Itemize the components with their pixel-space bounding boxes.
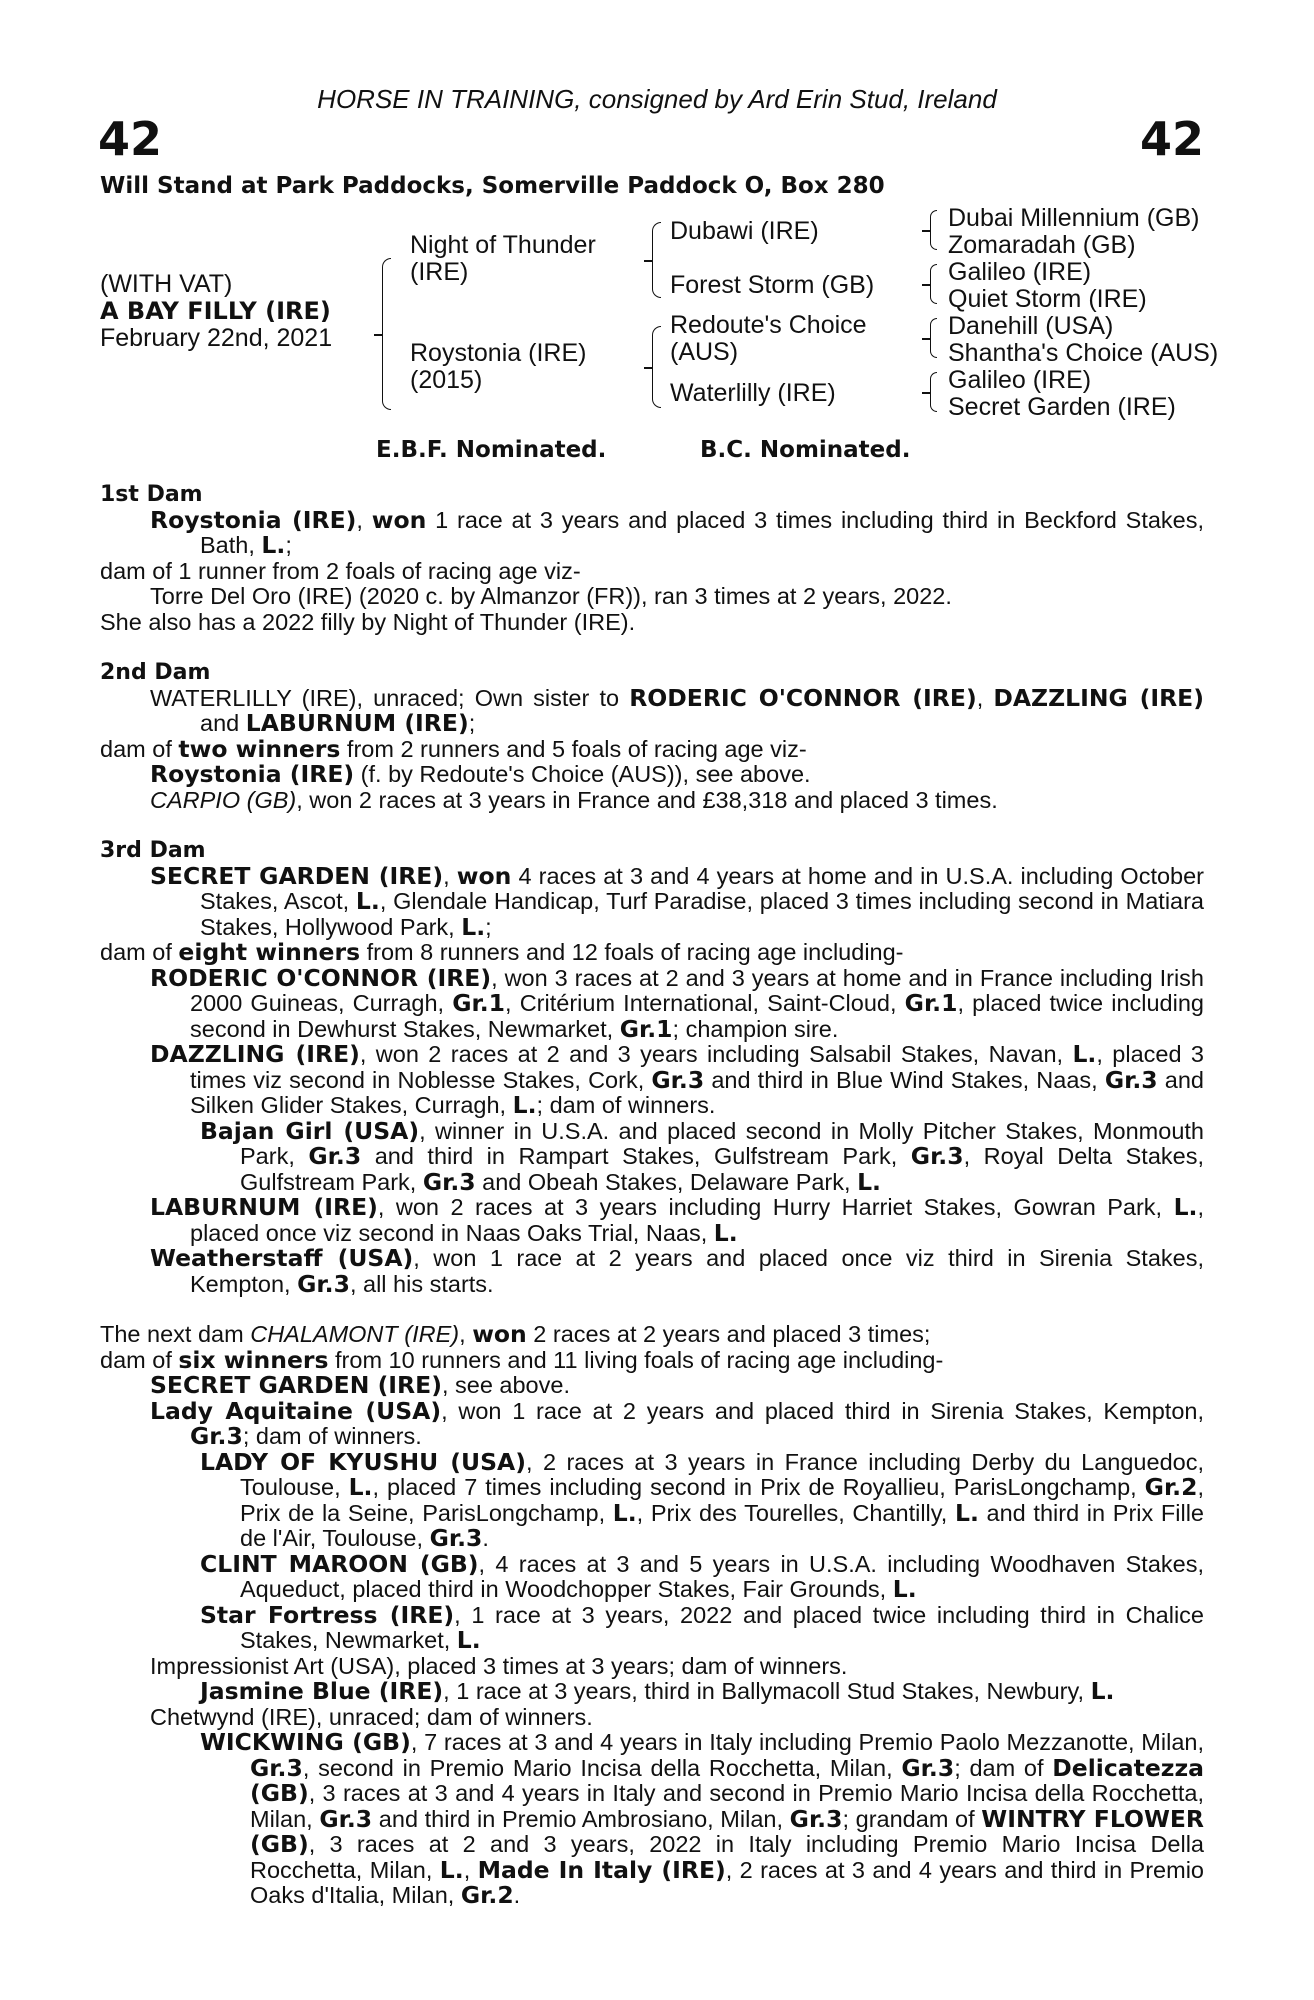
first-dam-heading: 1st Dam (100, 482, 203, 507)
sire-line2: (IRE) (410, 258, 469, 286)
dam-sire-line1: Redoute's Choice (670, 311, 867, 339)
g3-3: Galileo (IRE) (948, 258, 1092, 286)
next-dam-runner-jasmine: Jasmine Blue (IRE), 1 race at 3 years, third in Ballymacoll Stud Stakes, Newbury, L. (200, 1677, 1115, 1705)
vat-note: (WITH VAT) (100, 270, 233, 298)
brace-g3-2 (930, 264, 937, 304)
first-dam-produce: dam of 1 runner from 2 foals of racing age viz- (100, 557, 581, 584)
next-dam-runner-sg: SECRET GARDEN (IRE), see above. (150, 1371, 570, 1399)
third-dam-record: SECRET GARDEN (IRE), won 4 races at 3 and 4 years at home and in U.S.A. including October Stakes, Ascot, L., Glendale Handicap, Turf Paradise, placed 3 times including second in Matiara Stakes, Hollywood Park, L.; (150, 861, 1205, 941)
third-dam-produce: dam of eight winners from 8 runners and 12 foals of racing age including- (100, 938, 904, 966)
next-dam-runner-clint: CLINT MAROON (GB), 4 races at 3 and 5 years in U.S.A. including Woodhaven Stakes, Aqueduct, placed third in Woodchopper Stakes, Fair Grounds, L. (200, 1549, 1204, 1603)
dam-sire-line2: (AUS) (670, 338, 739, 366)
first-dam-note: She also has a 2022 filly by Night of Thunder (IRE). (100, 608, 636, 635)
dam-line1: Roystonia (IRE) (410, 339, 587, 367)
bc-nomination: B.C. Nominated. (700, 437, 911, 463)
third-dam-runner-bajan: Bajan Girl (USA), winner in U.S.A. and placed second in Molly Pitcher Stakes, Monmouth Park, Gr.3 and third in Rampart Stakes, Gulfstream Park, Gr.3, Royal Delta Stakes, Gulfstream Park, Gr.3 and Obeah Stakes, Delaware Park, L. (200, 1116, 1204, 1196)
second-dam-runner-2: CARPIO (GB), won 2 races at 3 years in France and £38,318 and placed 3 times. (150, 786, 998, 813)
third-dam-heading: 3rd Dam (100, 838, 206, 863)
g3-1: Dubai Millennium (GB) (948, 204, 1200, 232)
next-dam-runner-lady: Lady Aquitaine (USA), won 1 race at 2 years and placed third in Sirenia Stakes, Kempton, Gr.3; dam of winners. (150, 1396, 1204, 1450)
next-dam-runner-wickwing: WICKWING (GB), 7 races at 3 and 4 years in Italy including Premio Paolo Mezzanotte, Milan, Gr.3, second in Premio Mario Incisa della Rocchetta, Milan, Gr.3; dam of Delicatezza (GB), 3 races at 3 and 4 years in Italy and second in Premio Mario Incisa della Rocchetta, Milan, Gr.3 and third in Premio Ambrosiano, Milan, Gr.3; grandam of WINTRY FLOWER (GB), 3 races at 2 and 3 years, 2022 in Italy including Premio Mario Incisa Della Rocchetta, Milan, L., Made In Italy (IRE), 2 races at 3 and 4 years and third in Premio Oaks d'Italia, Milan, Gr.2. (200, 1728, 1205, 1909)
lot-number-right: 42 (1139, 112, 1204, 166)
catalogue-body (100, 482, 1204, 1909)
brace-dam-parents (652, 326, 661, 408)
brace-sire-dam (382, 258, 391, 410)
second-dam-heading: 2nd Dam (100, 660, 211, 685)
horse-dob: February 22nd, 2021 (100, 324, 333, 352)
sire-line1: Night of Thunder (410, 231, 596, 259)
horse-name: A BAY FILLY (IRE) (100, 297, 331, 325)
second-dam-record: WATERLILLY (IRE), unraced; Own sister to RODERIC O'CONNOR (IRE), DAZZLING (IRE) and LABURNUM (IRE); (150, 683, 1204, 737)
sire-dam: Forest Storm (GB) (670, 271, 875, 299)
next-dam-runner-impressionist: Impressionist Art (USA), placed 3 times at 3 years; dam of winners. (150, 1652, 848, 1679)
next-dam-runner-chetwynd: Chetwynd (IRE), unraced; dam of winners. (150, 1703, 593, 1730)
g3-5: Danehill (USA) (948, 312, 1114, 340)
stand-location: Will Stand at Park Paddocks, Somerville Paddock O, Box 280 (100, 173, 885, 199)
third-dam-runner-dazzling: DAZZLING (IRE), won 2 races at 2 and 3 years including Salsabil Stakes, Navan, L., placed 3 times viz second in Noblesse Stakes, Cork, Gr.3 and third in Blue Wind Stakes, Naas, Gr.3 and Silken Glider Stakes, Curragh, L.; dam of winners. (150, 1040, 1204, 1119)
g3-8: Secret Garden (IRE) (948, 393, 1176, 421)
brace-g3-1 (930, 210, 937, 250)
ebf-nomination: E.B.F. Nominated. (376, 437, 607, 463)
next-dam-runner-kyushu: LADY OF KYUSHU (USA), 2 races at 3 years in France including Derby du Languedoc, Toulouse, L., placed 7 times including second in Prix de Royallieu, ParisLongchamp, Gr.2, Prix de la Seine, ParisLongchamp, L., Prix des Tourelles, Chantilly, L. and third in Prix Fille de l'Air, Toulouse, Gr.3. (200, 1447, 1204, 1552)
third-dam-runner-laburnum: LABURNUM (IRE), won 2 races at 3 years including Hurry Harriet Stakes, Gowran Park, L., placed once viz second in Naas Oaks Trial, Naas, L. (150, 1193, 1204, 1247)
second-dam-runner-1: Roystonia (IRE) (f. by Redoute's Choice (AUS)), see above. (150, 760, 811, 788)
next-dam-record: The next dam CHALAMONT (IRE), won 2 races at 2 years and placed 3 times; (100, 1320, 931, 1348)
lot-number-left: 42 (98, 112, 163, 166)
third-dam-runner-weatherstaff: Weatherstaff (USA), won 1 race at 2 years and placed once viz third in Sirenia Stakes, Kempton, Gr.3, all his starts. (150, 1244, 1204, 1298)
dam-line2: (2015) (410, 366, 483, 394)
dam-dam: Waterlilly (IRE) (670, 379, 836, 407)
next-dam-produce: dam of six winners from 10 runners and 11 living foals of racing age including- (100, 1345, 944, 1374)
second-dam-produce: dam of two winners from 2 runners and 5 foals of racing age viz- (100, 734, 807, 763)
sire-sire: Dubawi (IRE) (670, 217, 819, 245)
g3-4: Quiet Storm (IRE) (948, 285, 1147, 313)
brace-sire-parents (652, 222, 661, 298)
next-dam-runner-star: Star Fortress (IRE), 1 race at 3 years, 2022 and placed twice including third in Chalice Stakes, Newmarket, L. (200, 1600, 1204, 1654)
brace-g3-4 (930, 372, 937, 412)
g3-6: Shantha's Choice (AUS) (948, 339, 1219, 367)
first-dam-record: Roystonia (IRE), won 1 race at 3 years and placed 3 times including third in Beckford Stakes, Bath, L.; (150, 505, 1205, 559)
g3-7: Galileo (IRE) (948, 366, 1092, 394)
third-dam-runner-roderic: RODERIC O'CONNOR (IRE), won 3 races at 2 and 3 years at home and in France including Irish 2000 Guineas, Curragh, Gr.1, Critérium International, Saint-Cloud, Gr.1, placed twice including second in Dewhurst Stakes, Newmarket, Gr.1; champion sire. (150, 963, 1204, 1043)
page-header-title: HORSE IN TRAINING, consigned by Ard Erin Stud, Ireland (317, 84, 997, 114)
brace-g3-3 (930, 318, 937, 358)
g3-2: Zomaradah (GB) (948, 231, 1136, 259)
first-dam-runner: Torre Del Oro (IRE) (2020 c. by Almanzor (FR)), ran 3 times at 2 years, 2022. (150, 583, 952, 609)
